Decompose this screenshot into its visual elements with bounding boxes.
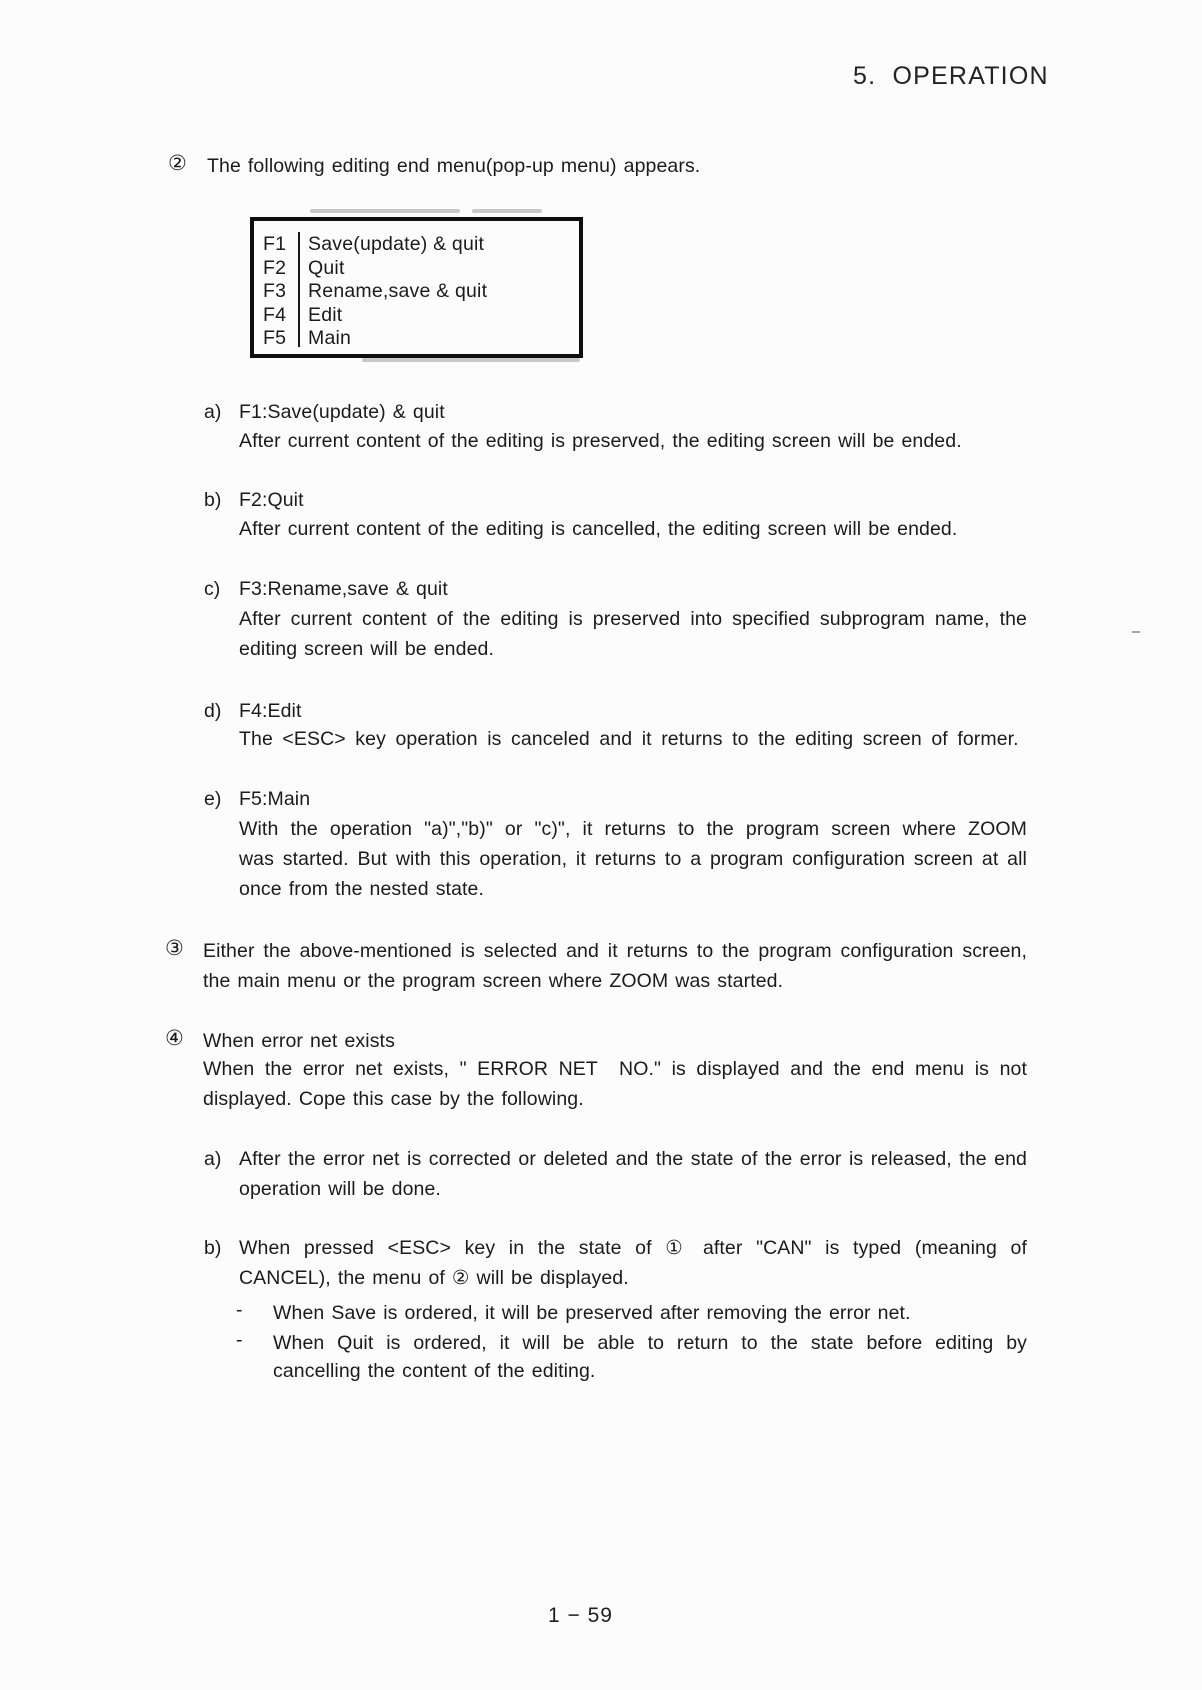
- bullet1-dash: -: [236, 1299, 243, 1321]
- bullet2-dash: -: [236, 1329, 243, 1351]
- step3-marker: ③: [165, 937, 184, 960]
- bullet1-text: When Save is ordered, it will be preserved after removing the error net.: [273, 1302, 911, 1324]
- scan-artifact-line: [362, 358, 580, 362]
- item-b-title: F2:Quit: [239, 489, 304, 511]
- menu-label: Edit: [308, 303, 343, 326]
- menu-item-f2: [254, 257, 579, 281]
- item-4a-line1: After the error net is corrected or deleted and the state of the error is released, the end: [239, 1148, 1027, 1170]
- menu-key: F3: [263, 280, 287, 302]
- item-e-marker: e): [204, 788, 222, 810]
- scan-artifact-mark: [1132, 631, 1140, 633]
- menu-label: Save(update) & quit: [308, 233, 485, 255]
- menu-key: F2: [263, 256, 287, 279]
- page-header: 5. OPERATION: [853, 62, 1049, 90]
- item-b-marker: b): [204, 489, 222, 511]
- item-4b-marker: b): [204, 1237, 222, 1259]
- menu-item-f1: [254, 233, 579, 257]
- step3-line1: Either the above-mentioned is selected and it returns to the program configuration screen,: [203, 940, 1027, 962]
- item-c-marker: c): [204, 578, 221, 600]
- scan-artifact-line: [310, 209, 460, 213]
- item-e-body-line1: With the operation "a)","b)" or "c)", it returns to the program screen where ZOOM: [239, 818, 1027, 840]
- menu-key: F5: [263, 327, 287, 349]
- item-c-body-line1: After current content of the editing is preserved into specified subprogram name, the: [239, 608, 1027, 630]
- step2-marker: ②: [168, 152, 187, 175]
- step2-text: The following editing end menu(pop-up menu) appears.: [207, 155, 701, 177]
- item-4a-line2: operation will be done.: [239, 1178, 441, 1200]
- step4-line2: displayed. Cope this case by the following.: [203, 1088, 584, 1110]
- item-4a-marker: a): [204, 1148, 222, 1170]
- step4-line1: When the error net exists, " ERROR NET NO." is displayed and the end menu is not: [203, 1058, 1027, 1080]
- menu-item-f3: [254, 280, 579, 304]
- step3-line2: the main menu or the program screen where ZOOM was started.: [203, 970, 784, 992]
- item-4b-line2: CANCEL), the menu of ② will be displayed.: [239, 1267, 629, 1289]
- item-e-body-line2: was started. But with this operation, it returns to a program configuration screen at all: [239, 848, 1027, 870]
- menu-item-f4: [254, 304, 579, 328]
- menu-divider: [298, 232, 300, 347]
- item-d-body: The <ESC> key operation is canceled and it returns to the editing screen of former.: [239, 728, 1019, 750]
- editing-end-menu: [250, 217, 583, 358]
- step4-marker: ④: [165, 1027, 184, 1050]
- bullet2-text-line1: When Quit is ordered, it will be able to return to the state before editing by: [273, 1332, 1027, 1354]
- page-number: 1 − 59: [548, 1604, 613, 1627]
- item-d-marker: d): [204, 700, 222, 722]
- scan-artifact-line: [472, 209, 542, 213]
- menu-label: Quit: [308, 256, 345, 279]
- item-d-title: F4:Edit: [239, 700, 302, 722]
- menu-label: Rename,save & quit: [308, 280, 488, 302]
- item-c-body-line2: editing screen will be ended.: [239, 638, 494, 660]
- item-b-body: After current content of the editing is cancelled, the editing screen will be ended.: [239, 518, 958, 540]
- item-a-title: F1:Save(update) & quit: [239, 401, 445, 423]
- step4-title: When error net exists: [203, 1030, 395, 1052]
- item-e-body-line3: once from the nested state.: [239, 878, 485, 900]
- menu-key: F1: [263, 233, 287, 255]
- bullet2-text-line2: cancelling the content of the editing.: [273, 1360, 596, 1382]
- menu-key: F4: [263, 303, 287, 326]
- menu-item-f5: [254, 327, 579, 351]
- item-a-body: After current content of the editing is preserved, the editing screen will be ended.: [239, 430, 962, 452]
- menu-label: Main: [308, 327, 352, 349]
- item-4b-line1: When pressed <ESC> key in the state of ① after "CAN" is typed (meaning of: [239, 1237, 1027, 1259]
- item-c-title: F3:Rename,save & quit: [239, 578, 448, 600]
- item-e-title: F5:Main: [239, 788, 311, 810]
- item-a-marker: a): [204, 401, 222, 423]
